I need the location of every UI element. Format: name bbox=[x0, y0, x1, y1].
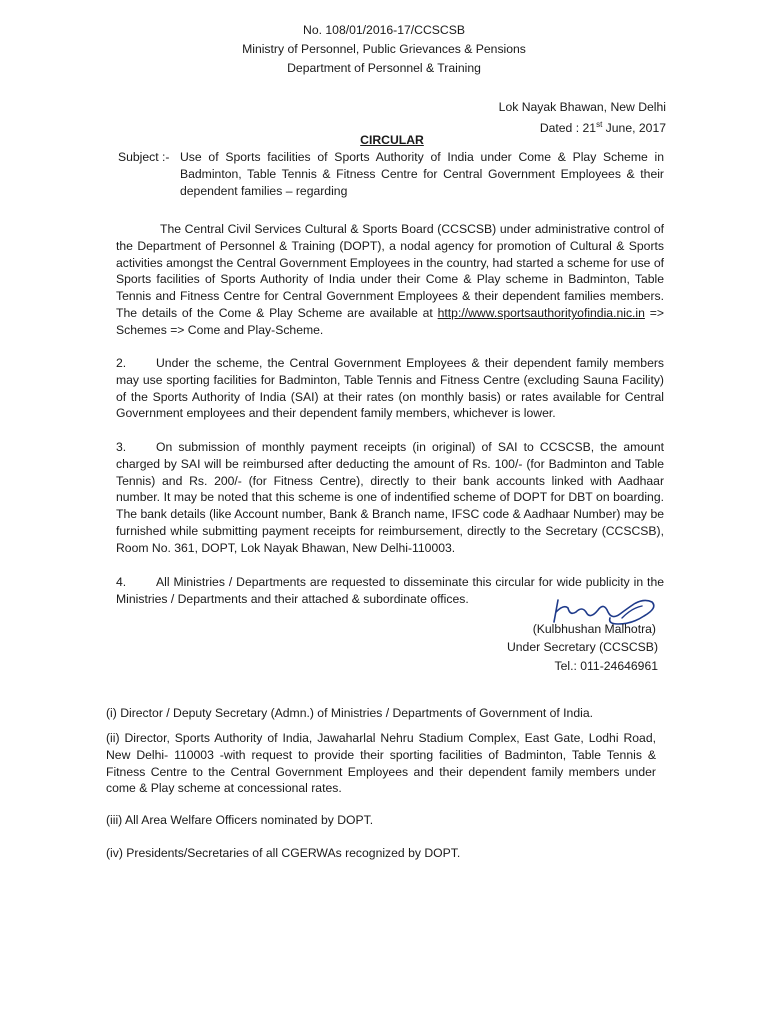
paragraph-3 bbox=[116, 439, 664, 557]
paragraph-4-text: All Ministries / Departments are requested to disseminate this circular for wide publicity in the Ministries / Departments and their attached & subordinate offices. bbox=[116, 575, 664, 606]
paragraph-3-number: 3. bbox=[116, 440, 127, 454]
paragraph-1 bbox=[116, 221, 664, 339]
distribution-item-2: (ii) Director, Sports Authority of India, Jawaharlal Nehru Stadium Complex, East Gate, Lodhi Road, New Delhi- 110003 -with request to provide their sporting facilities of Badminton, Table Tennis & Fitness Centre to the Central Government Employees and their dependent family members under come & Play scheme at concessional rates. bbox=[106, 731, 656, 796]
paragraph-1-text: The Central Civil Services Cultural & Sports Board (CCSCSB) under administrative control of the Department of Personnel & Training (DOPT), a nodal agency for promotion of Cultural & Sports activities amongst the Central Government Employees in the country, had started a scheme for use of Sports facilities of Sports Authority of India under their Come & Play scheme in Badminton, Table Tennis and Fitness Centre for Central Government Employees & their dependent families members. The details of the Come & Play Scheme are available at bbox=[116, 222, 664, 320]
paragraph-2-text: Under the scheme, the Central Government Employees & their dependent family members may use sporting facilities for Badminton, Table Tennis and Fitness Centre (excluding Sauna Facility) of the Sports Authority of India (SAI) at their rates (on monthly basis) or rates available for Central Government employees and their dependent family members, whichever is lower. bbox=[116, 356, 664, 421]
distribution-item-4: (iv) Presidents/Secretaries of all CGERWAs recognized by DOPT. bbox=[106, 846, 461, 860]
paragraph-4-number: 4. bbox=[116, 575, 127, 589]
distribution-item-3: (iii) All Area Welfare Officers nominated by DOPT. bbox=[106, 813, 374, 827]
paragraph-3-text: On submission of monthly payment receipts (in original) of SAI to CCSCSB, the amount charged by SAI will be reimbursed after deducting the amount of Rs. 100/- (for Badminton and Table Tennis) and Rs. 200/- (for Fitness Centre), directly to their bank accounts linked with Aadhaar number. It may be noted that this scheme is one of indentified scheme of DOPT for DBT on boarding. The bank details (like Account number, Bank & Branch name, IFSC code & Aadhaar Number) may be furnished while submitting payment receipts for reimbursement, directly to the Secretary (CCSCSB), Room No. 361, DOPT, Lok Nayak Bhawan, New Delhi-110003. bbox=[116, 440, 664, 555]
document-title: CIRCULAR bbox=[360, 133, 424, 147]
signatory-designation: Under Secretary (CCSCSB) bbox=[506, 640, 658, 654]
paragraph-2-number: 2. bbox=[116, 356, 127, 370]
ministry-name: Ministry of Personnel, Public Grievances & Pensions bbox=[242, 42, 526, 56]
distribution-item-1: (i) Director / Deputy Secretary (Admn.) of Ministries / Departments of Government of India. bbox=[106, 706, 593, 720]
paragraph-1-after-link: => Schemes => Come and Play-Scheme. bbox=[116, 305, 665, 337]
sai-website-link[interactable]: http://www.sportsauthorityofindia.nic.in bbox=[437, 305, 645, 320]
date-prefix: Dated : 21 bbox=[539, 121, 597, 136]
date-superscript: st bbox=[596, 120, 603, 129]
reference-number: No. 108/01/2016-17/CCSCSB bbox=[303, 23, 465, 37]
signatory-name: (Kulbhushan Malhotra) bbox=[532, 622, 656, 636]
department-name: Department of Personnel & Training bbox=[287, 61, 481, 75]
paragraph-2 bbox=[116, 355, 664, 422]
subject-text: Use of Sports facilities of Sports Authority of India under Come & Play Scheme in Badminton, Table Tennis & Fitness Centre for Central Government Employees & their dependent families – regarding bbox=[180, 150, 664, 198]
subject-label: Subject :- bbox=[118, 150, 170, 164]
date-suffix: June, 2017 bbox=[602, 121, 666, 136]
signatory-telephone: Tel.: 011-24646961 bbox=[554, 659, 658, 673]
place: Lok Nayak Bhawan, New Delhi bbox=[498, 100, 666, 114]
